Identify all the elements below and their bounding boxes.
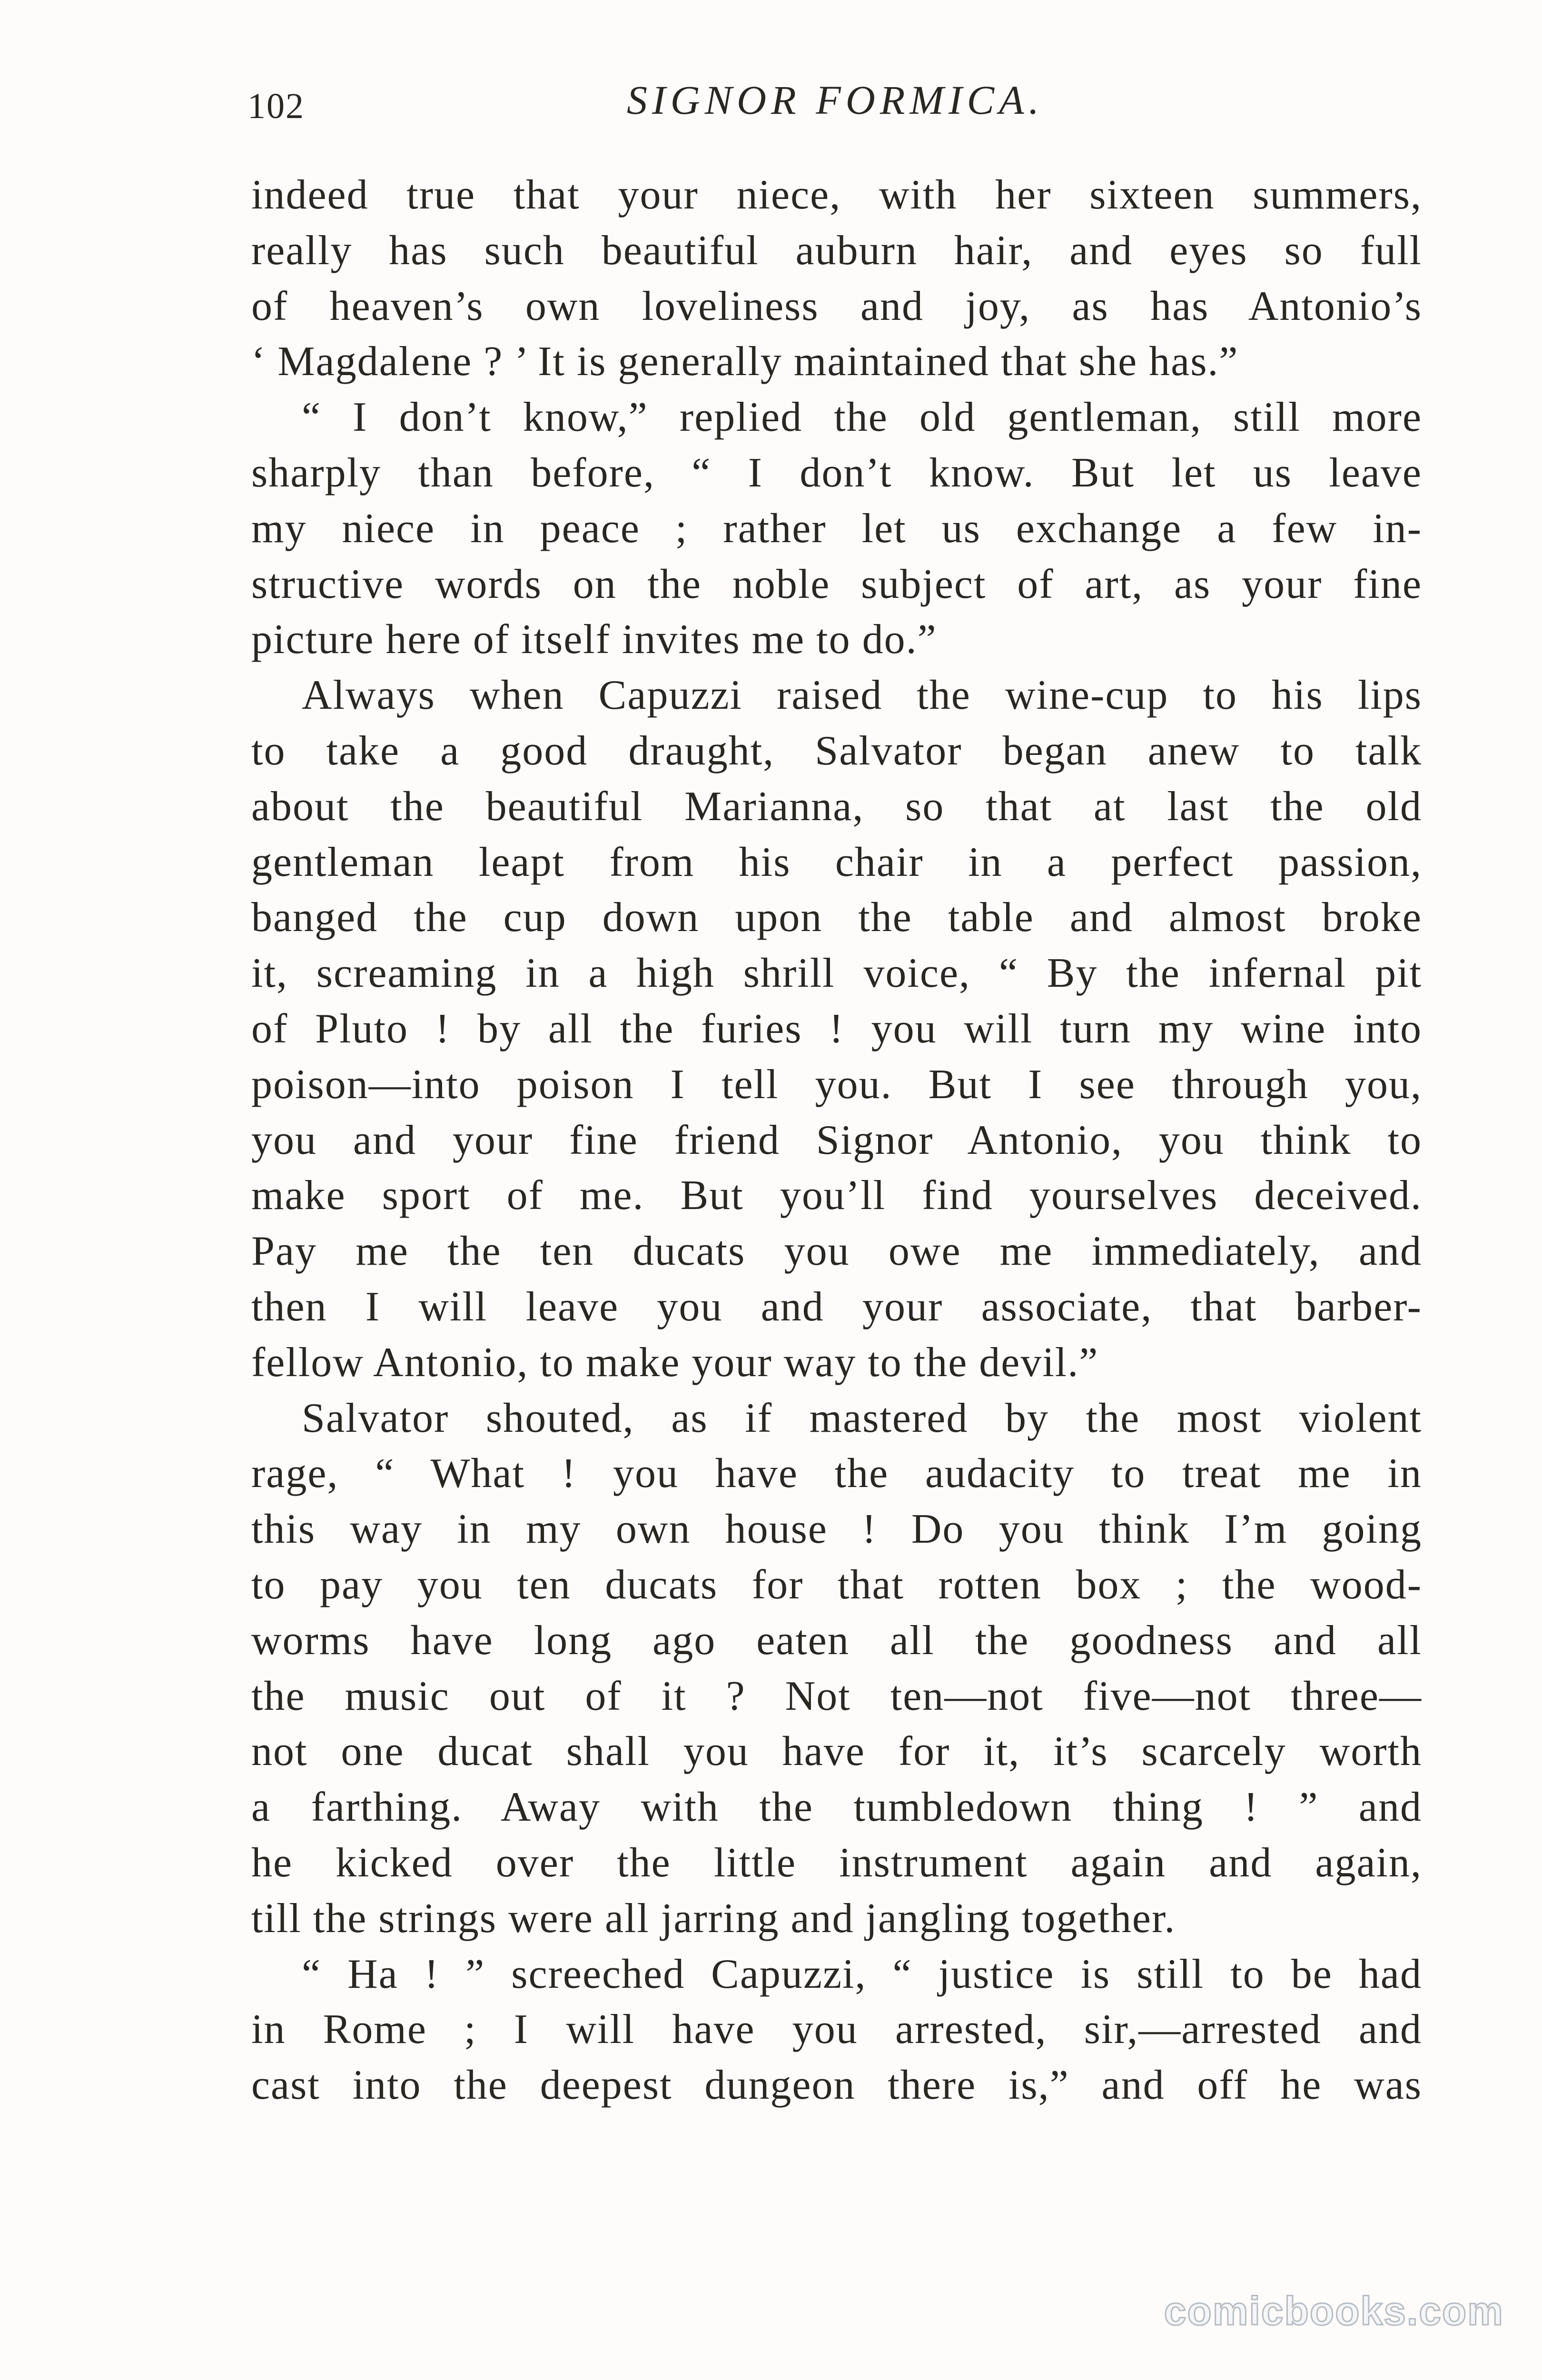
text-line: about the beautiful Marianna, so that at last the old — [251, 783, 1422, 830]
text-line: this way in my own house ! Do you think I’m going — [251, 1506, 1422, 1553]
text-line: rage, “ What ! you have the audacity to treat me in — [251, 1450, 1422, 1497]
text-line: gentleman leapt from his chair in a perfect passion, — [251, 839, 1422, 885]
text-line: Always when Capuzzi raised the wine-cup to his lips — [302, 672, 1422, 719]
text-line: “ I don’t know,” replied the old gentleman, still more — [302, 394, 1422, 441]
watermark: comicbooks.com — [1164, 2289, 1504, 2333]
text-line: of Pluto ! by all the furies ! you will turn my wine into — [251, 1005, 1422, 1052]
text-line: banged the cup down upon the table and almost broke — [251, 894, 1422, 941]
text-line: picture here of itself invites me to do.” — [251, 616, 937, 663]
page-number: 102 — [247, 86, 305, 126]
running-title: SIGNOR FORMICA. — [626, 77, 1044, 123]
text-line: he kicked over the little instrument again and again, — [251, 1839, 1422, 1886]
text-line: in Rome ; I will have you arrested, sir,—arrested and — [251, 2006, 1422, 2053]
text-line: worms have long ago eaten all the goodness and all — [251, 1617, 1422, 1664]
text-line: you and your fine friend Signor Antonio, you think to — [251, 1117, 1422, 1163]
text-line: not one ducat shall you have for it, it’s scarcely worth — [251, 1728, 1422, 1775]
text-line: structive words on the noble subject of art, as your fine — [251, 561, 1422, 607]
text-line: fellow Antonio, to make your way to the devil.” — [251, 1339, 1099, 1386]
running-head — [247, 71, 1423, 138]
text-line: cast into the deepest dungeon there is,” and off he was — [251, 2062, 1422, 2109]
text-line: Salvator shouted, as if mastered by the most violent — [302, 1395, 1422, 1441]
text-line: to pay you ten ducats for that rotten box ; the wood- — [251, 1561, 1422, 1608]
text-line: indeed true that your niece, with her sixteen summers, — [251, 172, 1422, 218]
text-line: make sport of me. But you’ll find yourselves deceived. — [251, 1172, 1422, 1219]
text-line: it, screaming in a high shrill voice, “ By the infernal pit — [251, 950, 1422, 997]
body-text — [251, 168, 1422, 2113]
text-line: ‘ Magdalene ? ’ It is generally maintained that she has.” — [251, 338, 1239, 385]
text-line: till the strings were all jarring and jangling together. — [251, 1895, 1176, 1942]
text-line: really has such beautiful auburn hair, and eyes so full — [251, 227, 1422, 274]
text-line: to take a good draught, Salvator began anew to talk — [251, 727, 1422, 774]
text-line: my niece in peace ; rather let us exchange a few in- — [251, 505, 1422, 552]
text-line: “ Ha ! ” screeched Capuzzi, “ justice is still to be had — [302, 1951, 1422, 1997]
text-line: of heaven’s own loveliness and joy, as has Antonio’s — [251, 283, 1422, 329]
text-line: poison—into poison I tell you. But I see through you, — [251, 1061, 1422, 1108]
text-line: a farthing. Away with the tumbledown thing ! ” and — [251, 1784, 1422, 1831]
text-line: then I will leave you and your associate, that barber- — [251, 1283, 1422, 1330]
text-line: the music out of it ? Not ten—not five—not three— — [251, 1673, 1422, 1719]
text-line: Pay me the ten ducats you owe me immediately, and — [251, 1228, 1422, 1275]
text-line: sharply than before, “ I don’t know. But let us leave — [251, 449, 1422, 496]
